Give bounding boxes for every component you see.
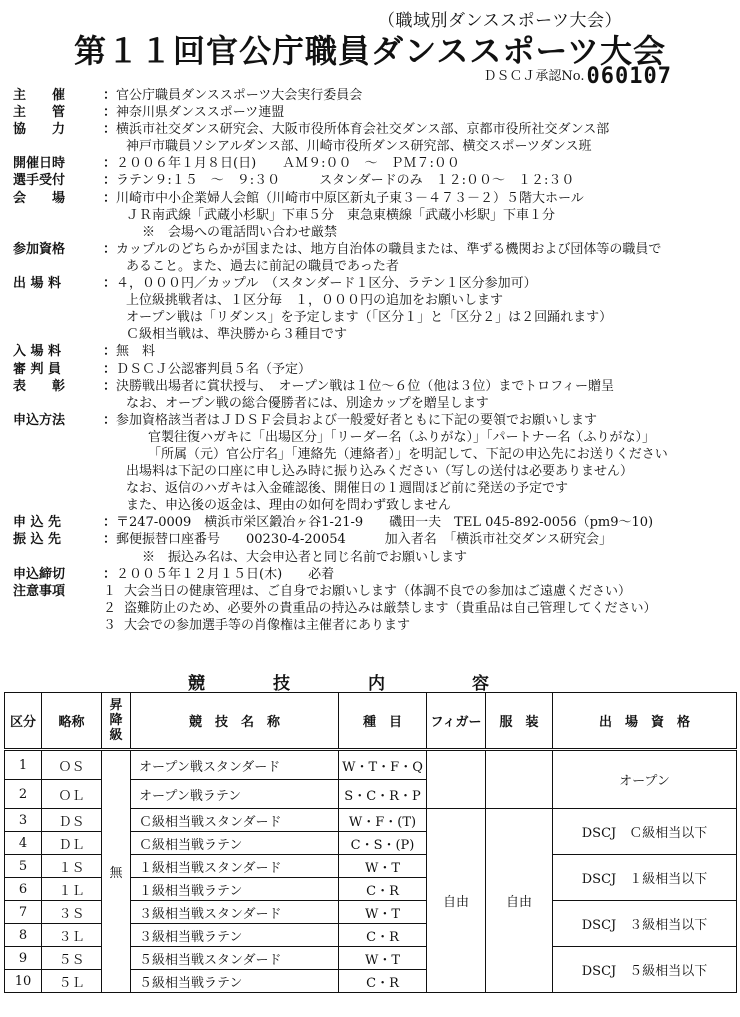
info-row [0,172,740,189]
header-figure: フィガー [427,693,486,750]
section-title-char: 技 [273,674,290,694]
header-name: 競 技 名 称 [131,693,339,750]
row-kubun: 2 [5,780,42,809]
info-row [0,155,740,172]
info-row [0,241,740,258]
row-events: W・T [339,901,427,924]
row-name: ３級相当戦スタンダード [131,901,339,924]
info-separator: ： [103,122,117,138]
info-value-continued: また、申込後の返金は、理由の如何を問わず致しません [126,498,452,514]
row-eligibility: DSCJ １級相当以下 [553,855,737,901]
event-subtitle: （職域別ダンススポーツ大会） [378,11,622,31]
info-separator: ： [103,344,117,360]
info-section [0,87,740,634]
info-row [0,326,740,343]
info-row [0,87,740,104]
row-events: W・T・F・Q [339,750,427,780]
header-fukuso: 服 装 [486,693,553,750]
header-shoko-char: 昇 [109,698,123,713]
info-row [0,514,740,531]
row-abbr: ５Ｌ [42,970,102,993]
row-name: Ｃ級相当戦ラテン [131,832,339,855]
info-value-continued: Ｃ級相当戦は、準決勝から３種目です [126,327,348,343]
row-events: W・T [339,947,427,970]
info-value: 無 料 [116,344,156,360]
info-separator: ： [103,173,117,189]
row-kubun: 9 [5,947,42,970]
info-value: ４，０００円／カップル （スタンダード１区分、ラテン１区分参加可） [116,276,537,292]
info-row [0,224,740,241]
info-value-continued: オープン戦は「リダンス」を予定します（「区分１」と「区分２」は２回踊れます） [126,310,613,326]
info-note: ※ 振込み名は、大会申込者と同じ名前でお願いします [142,549,468,565]
info-row [0,275,740,292]
info-label: 選手受付 [13,173,66,189]
row-events: C・R [339,924,427,947]
section-title-char: 内 [368,674,385,694]
info-value: ２００５年１２月１５日(木) 必着 [116,566,335,582]
row-kubun: 1 [5,750,42,780]
page-title: 第１１回官公庁職員ダンススポーツ大会 [73,32,667,70]
row-abbr: ＤＬ [42,832,102,855]
header-shoko [102,693,131,750]
info-separator: ： [103,156,117,172]
info-row [0,617,740,634]
info-row [0,480,740,497]
info-value-continued: 官製往復ハガキに「出場区分」「リーダー名（ふりがな）」「パートナー名（ふりがな）」 [148,429,656,445]
info-value-continued: ＪＲ南武線「武蔵小杉駅」下車５分 東急東横線「武蔵小杉駅」下車１分 [126,207,556,223]
info-separator: ： [103,378,117,394]
info-note: ※ 会場への電話問い合わせ厳禁 [142,224,338,240]
info-value: 大会での参加選手等の肖像権は主催者にあります [124,617,411,633]
info-separator: ： [103,276,117,292]
row-shoko: 無 [102,750,131,993]
info-separator: ： [103,105,117,121]
section-title-char: 容 [472,674,489,694]
info-value: 川崎市中小企業婦人会館（川崎市中原区新丸子東３－４７３－２）５階大ホール [116,190,584,206]
info-value: 横浜市社交ダンス研究会、大阪市役所体育会社交ダンス部、京都市役所社交ダンス部 [116,122,610,138]
info-row [0,600,740,617]
approval-line [483,64,672,89]
info-value-continued: なお、オープン戦の総合優勝者には、別途カップを贈呈します [126,395,489,411]
info-label: 出 場 料 [13,276,62,292]
info-row [0,446,740,463]
info-label: 申込締切 [13,566,66,582]
info-value: ２００６年１月８日(日) ＡＭ９:００ ～ ＰＭ７:００ [116,156,460,172]
row-abbr: ５Ｓ [42,947,102,970]
info-row [0,583,740,600]
info-row [0,207,740,224]
info-row [0,292,740,309]
info-row [0,190,740,207]
row-abbr: ３Ｓ [42,901,102,924]
competition-table [4,692,737,993]
row-name: Ｃ級相当戦スタンダード [131,809,339,832]
table-row [5,750,737,780]
info-row [0,258,740,275]
info-item-number: ３ [103,617,117,633]
row-eligibility: DSCJ ５級相当以下 [553,947,737,993]
row-abbr: １Ｓ [42,855,102,878]
row-kubun: 6 [5,878,42,901]
info-separator: ： [103,515,117,531]
info-row [0,497,740,514]
row-abbr: １Ｌ [42,878,102,901]
info-separator: ： [103,241,117,257]
row-abbr: ＯＳ [42,750,102,780]
row-events: W・F・(T) [339,809,427,832]
row-abbr: ＯＬ [42,780,102,809]
info-value: カップルのどちらかが国または、地方自治体の職員または、準ずる機関および団体等の職員で [116,241,662,257]
info-separator: ： [103,190,117,206]
row-kubun: 4 [5,832,42,855]
info-value: 〒247-0009 横浜市栄区鍛冶ヶ谷1-21-9 磯田一夫 TEL 045-892-0056（pm9～10) [116,515,654,531]
info-item-number: ２ [103,600,117,616]
info-row [0,549,740,566]
info-label: 審 判 員 [13,361,62,377]
info-label: 主 管 [13,105,66,121]
header-shikaku: 出 場 資 格 [553,693,737,750]
info-value: ＤＳＣＪ公認審判員５名（予定） [116,361,312,377]
row-name: ５級相当戦スタンダード [131,947,339,970]
info-row [0,395,740,412]
info-label: 注意事項 [13,583,66,599]
row-events: W・T [339,855,427,878]
info-value-continued: あること。また、過去に前記の職員であった者 [126,258,399,274]
info-row [0,463,740,480]
row-name: オープン戦ラテン [131,780,339,809]
row-fukuso: 自由 [486,809,553,993]
approval-number: 060107 [586,64,672,89]
info-row [0,378,740,395]
info-value-continued: 神戸市職員ソシアルダンス部、川崎市役所ダンス研究部、横交スポーツダンス班 [126,139,592,155]
info-value: 神奈川県ダンススポーツ連盟 [116,105,285,121]
info-row [0,309,740,326]
row-eligibility: オープン [553,750,737,809]
info-value-continued: 「所属（元）官公庁名」「連絡先（連絡者）」を明記して、下記の申込先にお送りください [148,446,668,462]
section-title-char: 競 [188,674,205,694]
info-row [0,412,740,429]
info-label: 振 込 先 [13,532,62,548]
info-value-continued: 上位級挑戦者は、１区分毎 １，０００円の追加をお願いします [126,293,504,309]
row-fukuso-empty [486,750,553,809]
info-label: 協 力 [13,122,66,138]
info-value-continued: 出場料は下記の口座に申し込み時に振り込みください（写しの送付は必要ありません） [126,464,634,480]
row-eligibility: DSCJ Ｃ級相当以下 [553,809,737,855]
row-figure-empty [427,750,486,809]
header-shoko-char: 級 [109,728,123,743]
row-kubun: 10 [5,970,42,993]
row-kubun: 8 [5,924,42,947]
info-row [0,566,740,583]
row-kubun: 3 [5,809,42,832]
row-name: １級相当戦スタンダード [131,855,339,878]
table-header-row [5,693,737,750]
row-name: ５級相当戦ラテン [131,970,339,993]
info-row [0,429,740,446]
row-events: C・S・(P) [339,832,427,855]
info-label: 開催日時 [13,156,66,172]
row-name: ３級相当戦ラテン [131,924,339,947]
row-abbr: ３Ｌ [42,924,102,947]
info-label: 参加資格 [13,241,66,257]
info-separator: ： [103,88,117,103]
info-value-continued: なお、返信のハガキは入金確認後、開催日の１週間ほど前に発送の予定です [126,481,569,497]
info-separator: ： [103,412,117,428]
header-ryaku: 略称 [42,693,102,750]
info-label: 会 場 [13,190,66,206]
row-kubun: 5 [5,855,42,878]
info-value: 参加資格該当者はＪＤＳＦ会員および一般愛好者ともに下記の要領でお願いします [116,412,598,428]
info-row [0,104,740,121]
info-item-number: １ [103,583,117,599]
row-events: S・C・R・P [339,780,427,809]
header-kubun: 区分 [5,693,42,750]
header-shoko-char: 降 [109,713,123,728]
info-label: 申込方法 [13,412,66,428]
row-kubun: 7 [5,901,42,924]
info-value: 官公庁職員ダンススポーツ大会実行委員会 [116,88,363,103]
info-value: 郵便振替口座番号 00230-4-20054 加入者名 「横浜市社交ダンス研究会」 [116,532,613,548]
info-separator: ： [103,532,117,548]
info-value: 決勝戦出場者に賞状授与、 オープン戦は１位～６位（他は３位）までトロフィー贈呈 [116,378,615,394]
info-label: 申 込 先 [13,515,62,531]
info-row [0,343,740,360]
info-label: 主 催 [13,88,66,103]
row-eligibility: DSCJ ３級相当以下 [553,901,737,947]
info-value: 盗難防止のため、必要外の貴重品の持込みは厳禁します（貴重品は自己管理してください） [124,600,657,616]
info-separator: ： [103,566,117,582]
row-figure: 自由 [427,809,486,993]
info-row [0,361,740,378]
info-value: ラテン９:１５ ～ ９:３０ スタンダードのみ １２:００～ １２:３０ [116,173,575,189]
info-row [0,121,740,138]
info-row [0,138,740,155]
row-events: C・R [339,878,427,901]
row-name: １級相当戦ラテン [131,878,339,901]
row-events: C・R [339,970,427,993]
info-value: 大会当日の健康管理は、ご自身でお願いします（体調不良での参加はご遠慮ください） [124,583,632,599]
row-abbr: ＤＳ [42,809,102,832]
competition-section-title [0,669,740,694]
info-separator: ： [103,361,117,377]
approval-label: ＤＳＣＪ承認No. [483,69,585,84]
info-label: 表 彰 [13,378,66,394]
row-name: オープン戦スタンダード [131,750,339,780]
info-row [0,531,740,548]
header-shumoku: 種 目 [339,693,427,750]
info-label: 入 場 料 [13,344,62,360]
